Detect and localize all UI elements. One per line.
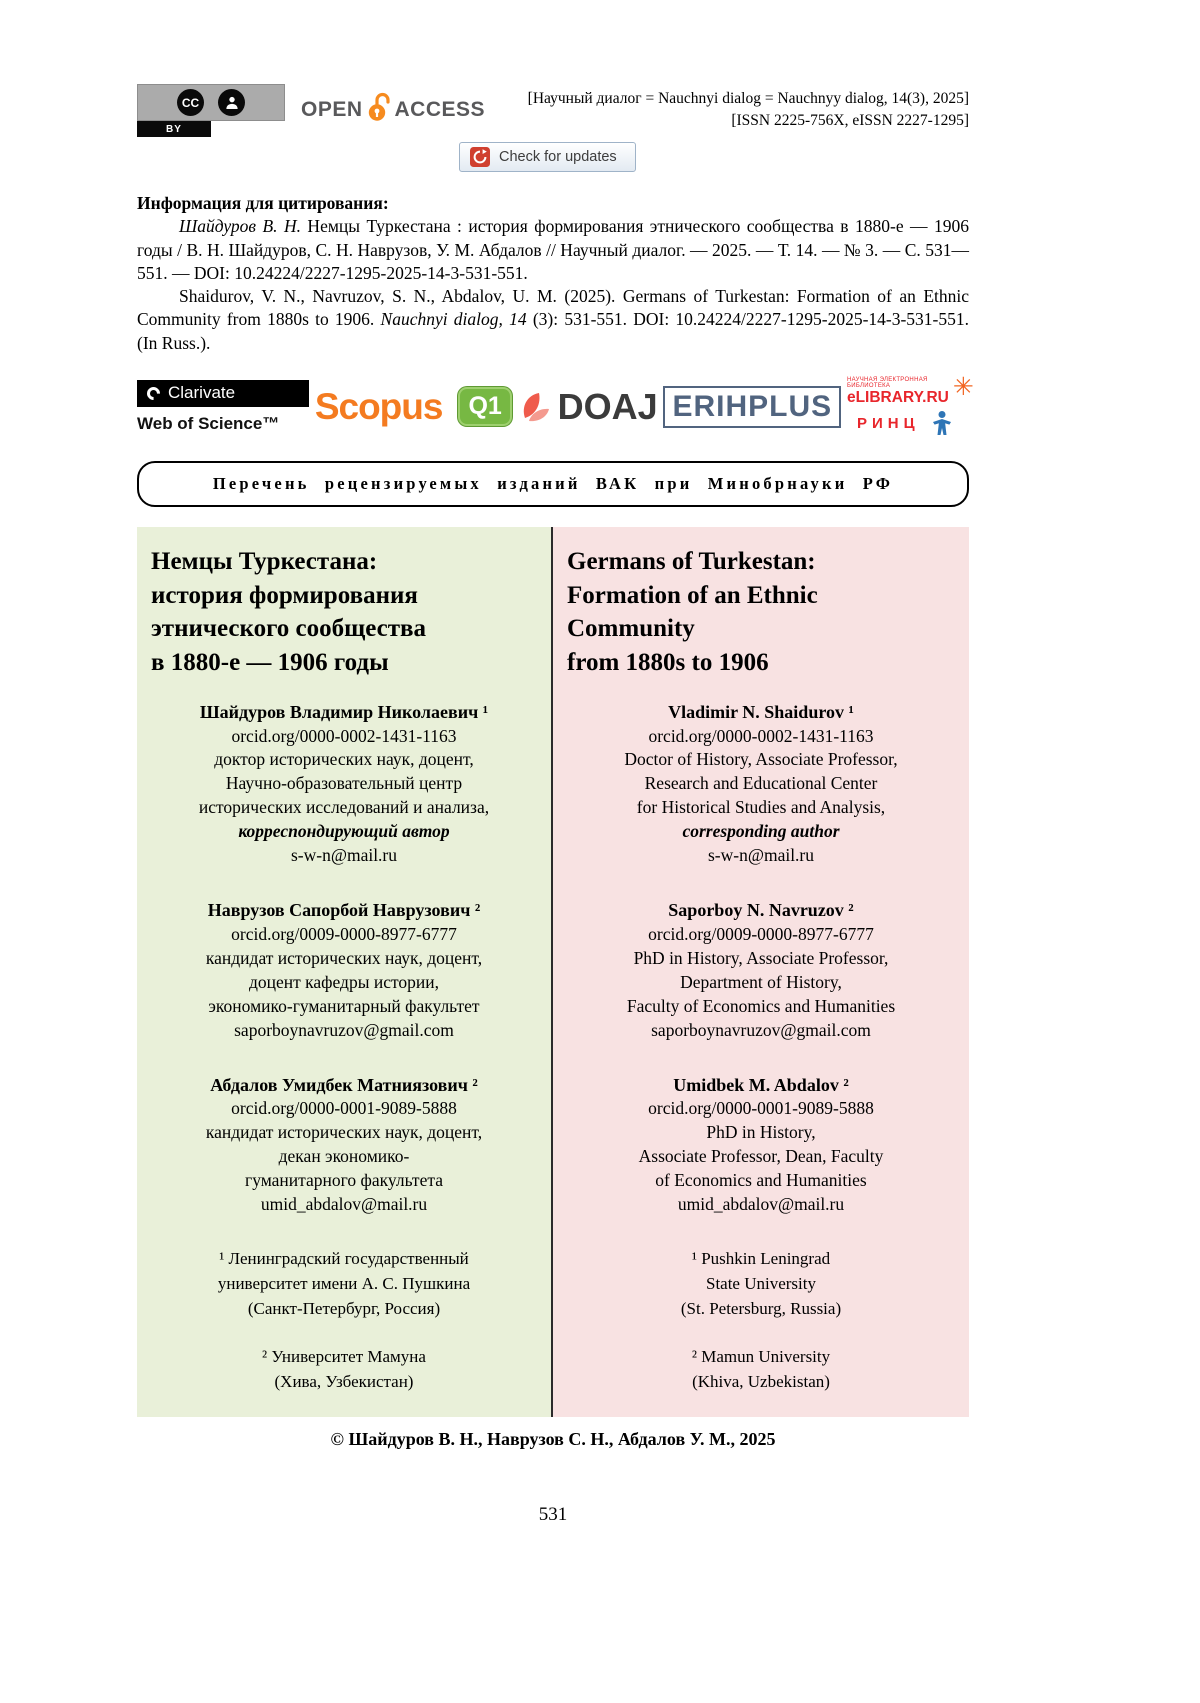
scopus-label: Scopus [314,385,443,427]
russian-column [137,527,553,1417]
article-title-ru: Немцы Туркестана: история формирования этнического сообщества в 1880-е — 1906 годы [151,547,427,677]
vak-notice-box [137,461,969,507]
corresponding-author-note: corresponding author [682,821,840,842]
doaj-icon [518,389,550,425]
cc-person-icon [218,89,245,116]
author-details: кандидат исторических наук, доцент, доцент кафедры истории, экономико-гуманитарный факультет [205,947,483,1016]
article-title-en: Germans of Turkestan: Formation of an Ethnic Community from 1880s to 1906 [567,547,818,677]
erihplus-label: ERIHPLUS [672,389,833,423]
author-name: Vladimir N. Shaidurov ¹ [668,701,854,722]
author-name: Saporboy N. Navruzov ² [668,900,854,921]
doaj-logo [518,386,658,428]
clarivate-bar [137,380,309,407]
author-details: доктор исторических наук, доцент, Научно-образовательный центр исторических исследований и анализа, [198,749,490,818]
citation-english [137,285,969,355]
elibrary-flower-icon: ✳ [952,374,974,402]
author-email: umid_abdalov@mail.ru [260,1194,428,1215]
author-name: Umidbek M. Abdalov ² [673,1074,849,1095]
author-block-ru-3 [151,1073,537,1218]
author-name: Шайдуров Владимир Николаевич ¹ [199,701,489,722]
journal-issn-line: [ISSN 2225-756X, eISSN 2227-1295] [731,111,969,129]
author-block-ru-2 [151,898,537,1043]
clarivate-label: Clarivate [168,383,236,403]
author-email: saporboynavruzov@gmail.com [651,1019,871,1040]
author-email: umid_abdalov@mail.ru [677,1194,845,1215]
web-of-science-label: Web of Science™ [137,413,280,433]
erihplus-logo [663,386,841,428]
citation-ru-authors: Шайдуров В. Н. [179,216,301,237]
page [137,0,974,1526]
affiliation: ² Mamun University (Khiva, Uzbekistan) [691,1347,831,1391]
clarivate-web-of-science-logo [137,380,309,434]
q1-badge: Q1 [458,387,511,426]
author-orcid: orcid.org/0000-0001-9089-5888 [648,1098,874,1119]
vak-notice-text: Перечень рецензируемых изданий ВАК при Минобрнауки РФ [212,473,894,493]
check-for-updates-row [137,142,969,172]
citation-en-pre: Shaidurov, V. N., Navruzov, S. N., Abdalov, U. M. (2025). Germans of Turkestan: Formation of an Ethnic Community from 1880s to 1906. [137,286,969,330]
author-orcid: orcid.org/0000-0001-9089-5888 [231,1098,457,1119]
crossmark-icon [470,147,490,167]
author-orcid: orcid.org/0009-0000-8977-6777 [231,923,457,944]
affiliation: ¹ Pushkin Leningrad State University (St. Petersburg, Russia) [680,1249,842,1318]
copyright-line: © Шайдуров В. Н., Наврузов С. Н., Абдалов У. М., 2025 [330,1428,776,1449]
citation-heading: Информация для цитирования: [137,193,389,213]
indexing-badges [137,371,974,443]
author-orcid: orcid.org/0009-0000-8977-6777 [648,923,874,944]
author-name: Абдалов Умидбек Матниязович ² [210,1074,478,1095]
author-email: saporboynavruzov@gmail.com [234,1019,454,1040]
journal-title-line: [Научный диалог = Nauchnyi dialog = Nauchnyy dialog, 14(3), 2025] [527,90,969,107]
rinc-person-icon [932,410,952,436]
corresponding-author-note: корреспондирующий автор [238,821,450,842]
citation-ru-text: Немцы Туркестана : история формирования этнического сообщества в 1880-е — 1906 годы / В. Н. Шайдуров, С. Н. Наврузов, У. М. Абдалов // Научный диалог. — 2025. — Т. 14. — № 3. — С. 531—551. — DOI: 10.24224/2227-1295-2025-14-3-531-551. [137,216,969,283]
author-block-en-1 [567,700,955,868]
citation-en-post: (3): 531-551. DOI: 10.24224/2227-1295-2025-14-3-531-551. (In Russ.). [137,309,970,353]
author-block-ru-1 [151,700,537,868]
rinc-label: РИНЦ [856,414,920,432]
page-number: 531 [538,1503,568,1525]
author-orcid: orcid.org/0000-0002-1431-1163 [231,725,457,746]
affiliation: ² Университет Мамуна (Хива, Узбекистан) [262,1347,426,1391]
cc-by-label: BY [137,121,211,137]
rinc-row [857,410,969,436]
author-block-en-2 [567,898,955,1043]
author-email: s-w-n@mail.ru [290,845,398,866]
check-for-updates-label: Check for updates [499,149,617,165]
citation-section [137,192,969,355]
affiliation: ¹ Ленинградский государственный университет имени А. С. Пушкина (Санкт-Петербург, Россия) [217,1249,471,1318]
author-orcid: orcid.org/0000-0002-1431-1163 [648,725,874,746]
open-access-access-label: ACCESS [394,98,486,121]
doaj-label: DOAJ [557,385,658,427]
cc-by-license-badge [137,84,285,137]
cc-icon: CC [177,89,204,116]
scopus-logo [315,386,512,428]
elibrary-label: eLIBRARY.RU [846,389,949,407]
english-column [553,527,969,1417]
author-details: PhD in History, Associate Professor, Dean, Faculty of Economics and Humanities [638,1122,884,1191]
citation-en-journal: Nauchnyi dialog, 14 [380,309,527,330]
author-block-en-3 [567,1073,955,1218]
affiliations-en [567,1247,955,1394]
title-author-block [137,527,969,1417]
check-for-updates-button[interactable] [459,142,636,172]
open-lock-icon [368,92,390,128]
author-details: кандидат исторических наук, доцент, декан экономико- гуманитарного факультета [205,1122,483,1191]
open-access-logo [301,92,485,128]
affiliations-ru [151,1247,537,1394]
open-access-open-label: OPEN [301,98,363,121]
author-name: Наврузов Сапорбой Наврузович ² [207,900,481,921]
elibrary-rinc-logo [846,374,974,436]
elibrary-caption: НАУЧНАЯ ЭЛЕКТРОННАЯ БИБЛИОТЕКА [846,377,928,390]
cc-plate [137,84,285,121]
author-details: PhD in History, Associate Professor, Department of History, Faculty of Economics and Humanities [626,947,896,1016]
author-email: s-w-n@mail.ru [707,845,815,866]
page-header [137,84,969,137]
citation-russian [137,215,969,285]
author-details: Doctor of History, Associate Professor, Research and Educational Center for Historical Studies and Analysis, [624,749,898,818]
elibrary-top [846,374,974,407]
clarivate-icon [144,384,162,402]
journal-info [528,84,969,131]
